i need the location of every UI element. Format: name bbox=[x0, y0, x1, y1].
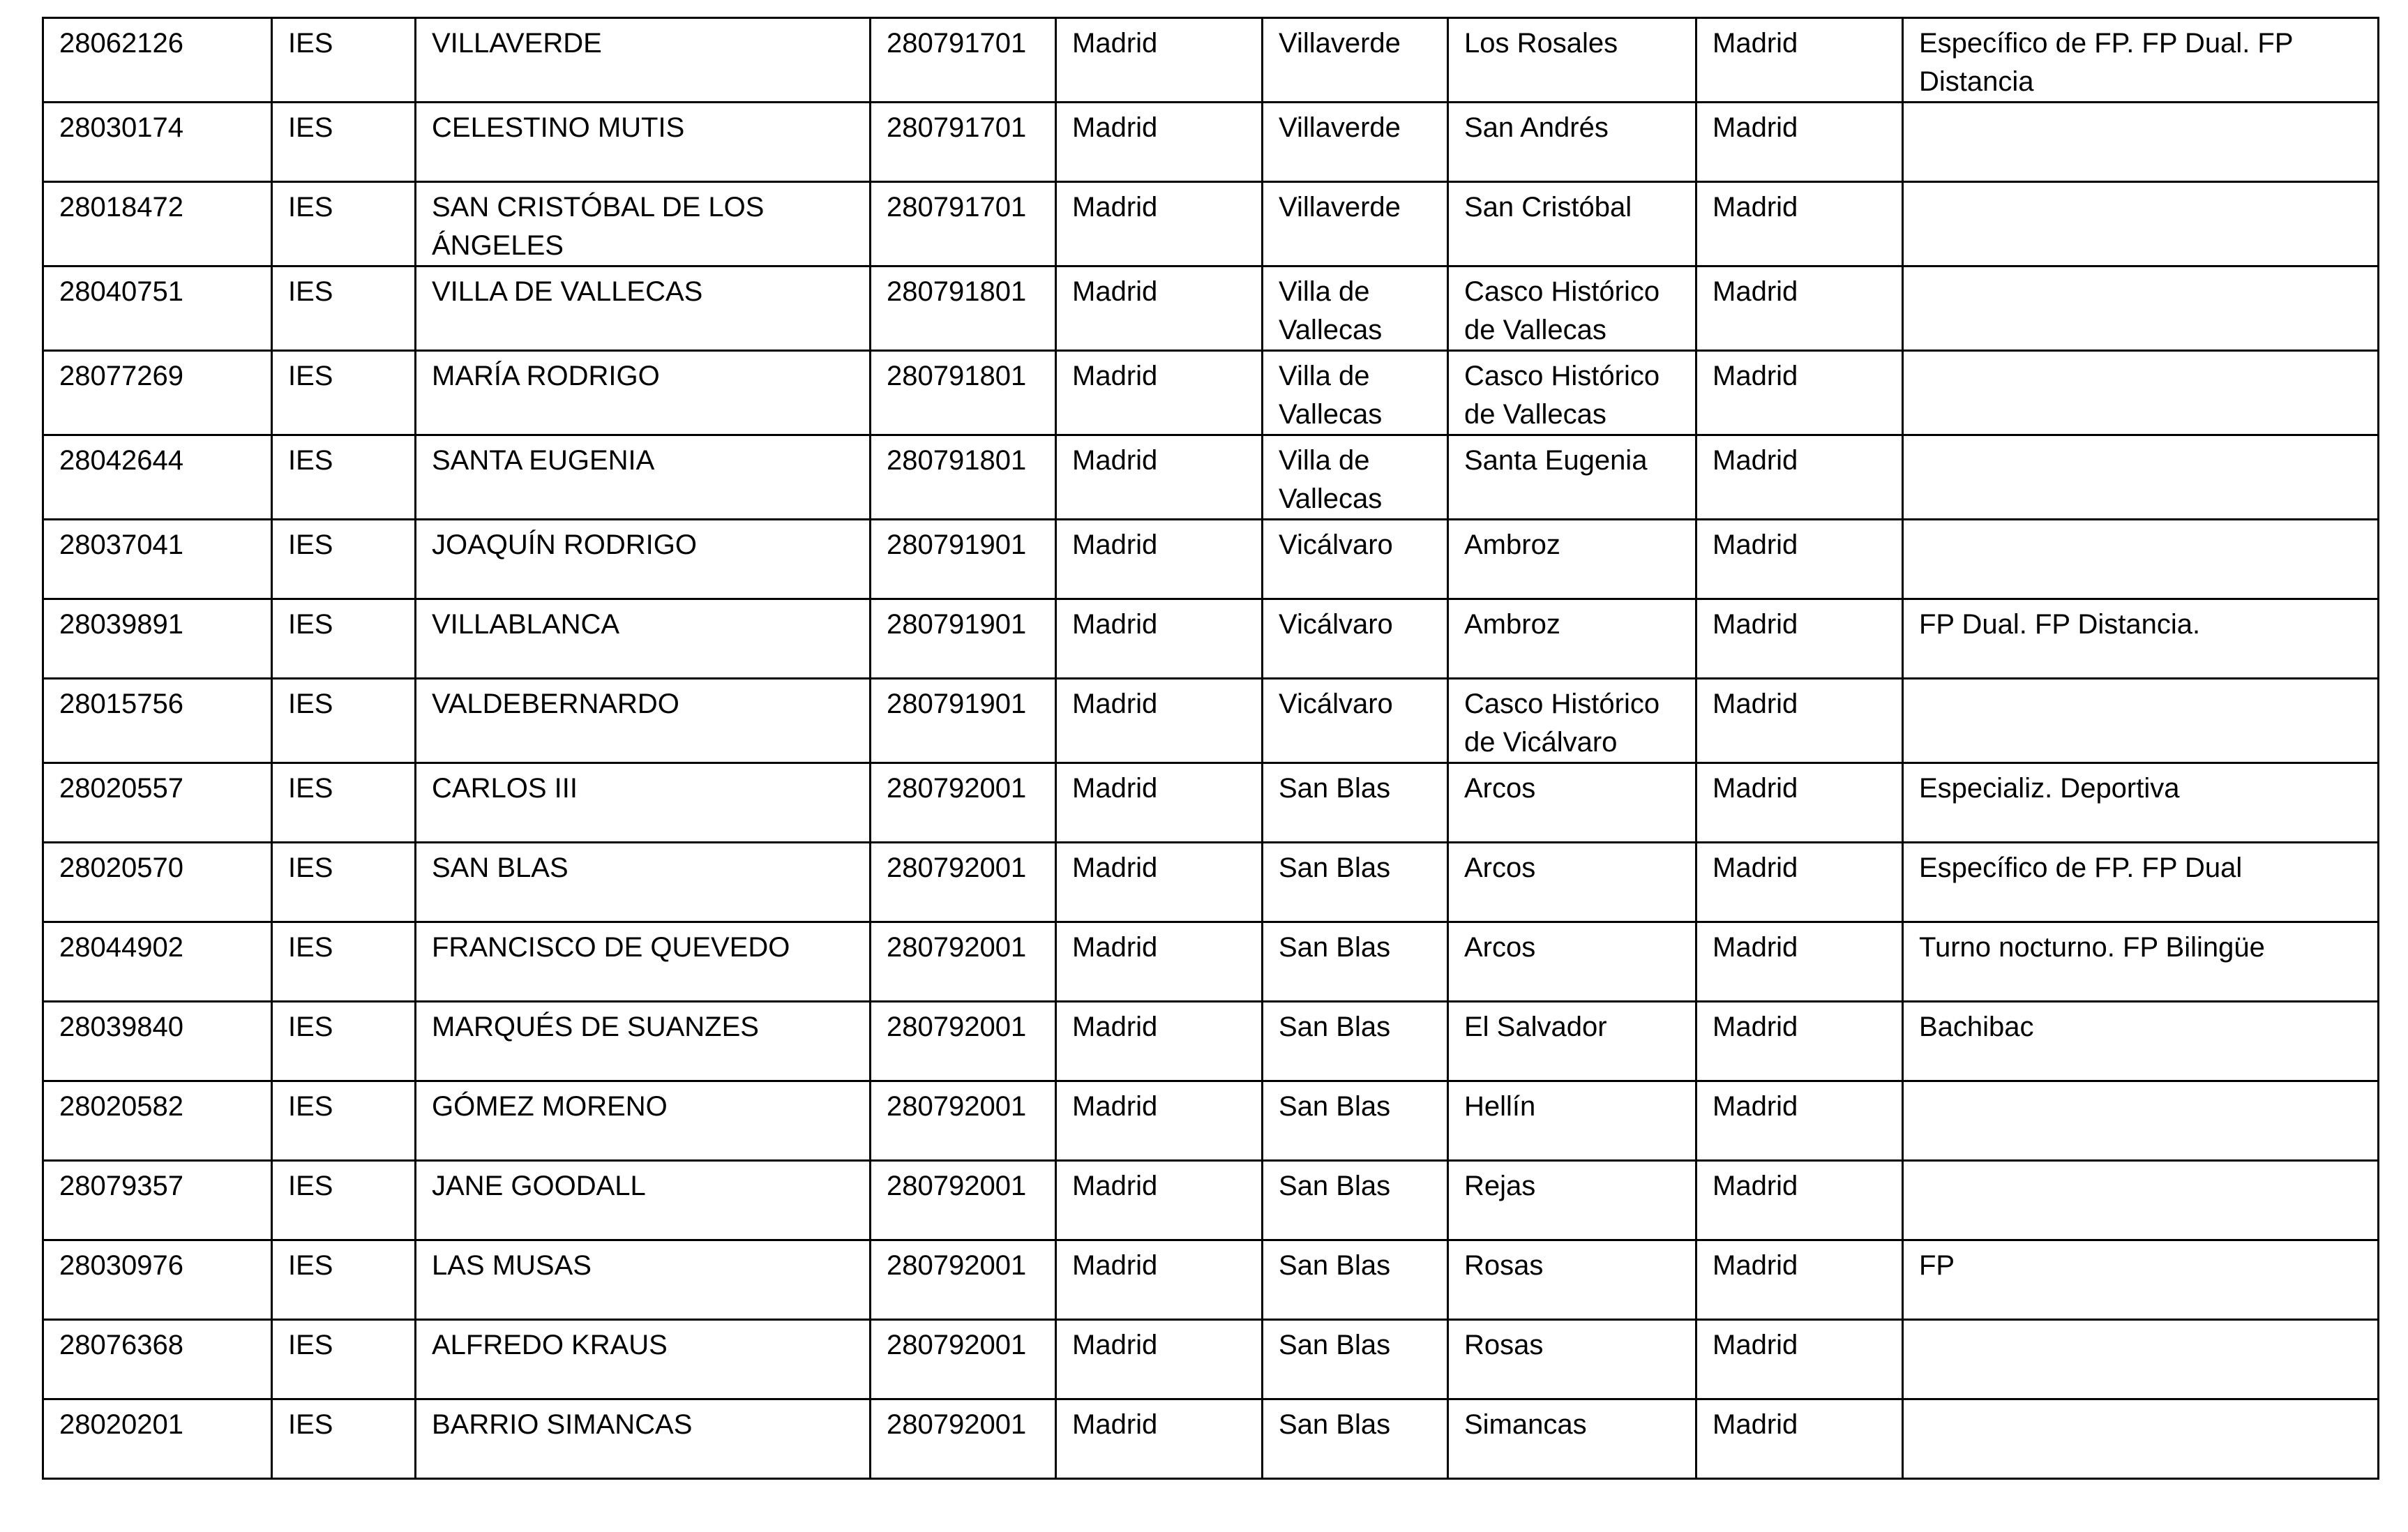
district-cell: Vicálvaro bbox=[1263, 599, 1448, 679]
notes-cell bbox=[1903, 679, 2379, 763]
neighborhood-cell: Casco Histórico de Vallecas bbox=[1448, 351, 1696, 435]
school-name-cell: BARRIO SIMANCAS bbox=[416, 1399, 871, 1479]
city-cell: Madrid bbox=[1696, 520, 1903, 599]
district-cell: San Blas bbox=[1263, 1320, 1448, 1399]
table-row bbox=[43, 1002, 2379, 1081]
table-row bbox=[43, 1399, 2379, 1479]
table-row bbox=[43, 18, 2379, 103]
city-cell: Madrid bbox=[1696, 922, 1903, 1002]
table-row bbox=[43, 1240, 2379, 1320]
city-cell: Madrid bbox=[1696, 266, 1903, 351]
school-name-cell: CARLOS III bbox=[416, 763, 871, 843]
table-row bbox=[43, 266, 2379, 351]
city-cell: Madrid bbox=[1696, 1320, 1903, 1399]
city-cell: Madrid bbox=[1696, 679, 1903, 763]
notes-cell: Específico de FP. FP Dual bbox=[1903, 843, 2379, 922]
notes-cell: Específico de FP. FP Dual. FP Distancia bbox=[1903, 18, 2379, 103]
table-row bbox=[43, 1320, 2379, 1399]
neighborhood-cell: Ambroz bbox=[1448, 599, 1696, 679]
district-code-cell: 280792001 bbox=[871, 1240, 1056, 1320]
district-code-cell: 280791801 bbox=[871, 351, 1056, 435]
school-name-cell: MARQUÉS DE SUANZES bbox=[416, 1002, 871, 1081]
neighborhood-cell: Ambroz bbox=[1448, 520, 1696, 599]
neighborhood-cell: Arcos bbox=[1448, 922, 1696, 1002]
district-code-cell: 280791801 bbox=[871, 435, 1056, 520]
notes-cell bbox=[1903, 1081, 2379, 1161]
table-row bbox=[43, 182, 2379, 266]
district-cell: San Blas bbox=[1263, 1002, 1448, 1081]
municipality-cell: Madrid bbox=[1056, 18, 1263, 103]
municipality-cell: Madrid bbox=[1056, 922, 1263, 1002]
school-name-cell: VILLABLANCA bbox=[416, 599, 871, 679]
schools-table bbox=[42, 17, 2379, 1480]
table-row bbox=[43, 843, 2379, 922]
district-cell: Villa de Vallecas bbox=[1263, 435, 1448, 520]
city-cell: Madrid bbox=[1696, 18, 1903, 103]
table-row bbox=[43, 763, 2379, 843]
school-code-cell: 28018472 bbox=[43, 182, 272, 266]
school-code-cell: 28062126 bbox=[43, 18, 272, 103]
school-name-cell: JANE GOODALL bbox=[416, 1161, 871, 1240]
municipality-cell: Madrid bbox=[1056, 679, 1263, 763]
school-name-cell: MARÍA RODRIGO bbox=[416, 351, 871, 435]
school-name-cell: SANTA EUGENIA bbox=[416, 435, 871, 520]
municipality-cell: Madrid bbox=[1056, 351, 1263, 435]
district-code-cell: 280791901 bbox=[871, 520, 1056, 599]
municipality-cell: Madrid bbox=[1056, 1399, 1263, 1479]
district-code-cell: 280791701 bbox=[871, 103, 1056, 182]
school-code-cell: 28076368 bbox=[43, 1320, 272, 1399]
city-cell: Madrid bbox=[1696, 1240, 1903, 1320]
municipality-cell: Madrid bbox=[1056, 1002, 1263, 1081]
school-type-cell: IES bbox=[272, 435, 416, 520]
school-type-cell: IES bbox=[272, 103, 416, 182]
school-type-cell: IES bbox=[272, 1161, 416, 1240]
neighborhood-cell: Rosas bbox=[1448, 1320, 1696, 1399]
district-code-cell: 280792001 bbox=[871, 922, 1056, 1002]
school-code-cell: 28044902 bbox=[43, 922, 272, 1002]
school-type-cell: IES bbox=[272, 266, 416, 351]
school-name-cell: VILLAVERDE bbox=[416, 18, 871, 103]
school-name-cell: ALFREDO KRAUS bbox=[416, 1320, 871, 1399]
district-cell: San Blas bbox=[1263, 843, 1448, 922]
school-code-cell: 28020570 bbox=[43, 843, 272, 922]
neighborhood-cell: Los Rosales bbox=[1448, 18, 1696, 103]
notes-cell bbox=[1903, 103, 2379, 182]
school-name-cell: FRANCISCO DE QUEVEDO bbox=[416, 922, 871, 1002]
table-row bbox=[43, 1081, 2379, 1161]
neighborhood-cell: San Cristóbal bbox=[1448, 182, 1696, 266]
municipality-cell: Madrid bbox=[1056, 1081, 1263, 1161]
school-name-cell: JOAQUÍN RODRIGO bbox=[416, 520, 871, 599]
municipality-cell: Madrid bbox=[1056, 599, 1263, 679]
school-code-cell: 28020201 bbox=[43, 1399, 272, 1479]
school-code-cell: 28020582 bbox=[43, 1081, 272, 1161]
district-code-cell: 280791701 bbox=[871, 182, 1056, 266]
district-cell: Villaverde bbox=[1263, 18, 1448, 103]
district-code-cell: 280792001 bbox=[871, 1161, 1056, 1240]
table-row bbox=[43, 599, 2379, 679]
school-code-cell: 28039891 bbox=[43, 599, 272, 679]
notes-cell: FP bbox=[1903, 1240, 2379, 1320]
school-type-cell: IES bbox=[272, 763, 416, 843]
neighborhood-cell: Rejas bbox=[1448, 1161, 1696, 1240]
municipality-cell: Madrid bbox=[1056, 103, 1263, 182]
district-code-cell: 280792001 bbox=[871, 843, 1056, 922]
district-cell: San Blas bbox=[1263, 1081, 1448, 1161]
district-cell: San Blas bbox=[1263, 1161, 1448, 1240]
table-row bbox=[43, 351, 2379, 435]
city-cell: Madrid bbox=[1696, 599, 1903, 679]
school-name-cell: LAS MUSAS bbox=[416, 1240, 871, 1320]
neighborhood-cell: San Andrés bbox=[1448, 103, 1696, 182]
district-code-cell: 280791901 bbox=[871, 599, 1056, 679]
school-type-cell: IES bbox=[272, 182, 416, 266]
school-type-cell: IES bbox=[272, 520, 416, 599]
district-cell: Vicálvaro bbox=[1263, 679, 1448, 763]
city-cell: Madrid bbox=[1696, 1161, 1903, 1240]
district-cell: Villaverde bbox=[1263, 182, 1448, 266]
district-code-cell: 280791801 bbox=[871, 266, 1056, 351]
notes-cell bbox=[1903, 1161, 2379, 1240]
school-type-cell: IES bbox=[272, 1399, 416, 1479]
neighborhood-cell: Arcos bbox=[1448, 763, 1696, 843]
table-row bbox=[43, 1161, 2379, 1240]
school-code-cell: 28015756 bbox=[43, 679, 272, 763]
notes-cell bbox=[1903, 182, 2379, 266]
notes-cell bbox=[1903, 1320, 2379, 1399]
neighborhood-cell: Santa Eugenia bbox=[1448, 435, 1696, 520]
notes-cell: FP Dual. FP Distancia. bbox=[1903, 599, 2379, 679]
city-cell: Madrid bbox=[1696, 763, 1903, 843]
district-cell: Villa de Vallecas bbox=[1263, 266, 1448, 351]
notes-cell bbox=[1903, 435, 2379, 520]
municipality-cell: Madrid bbox=[1056, 182, 1263, 266]
table-row bbox=[43, 435, 2379, 520]
notes-cell: Especializ. Deportiva bbox=[1903, 763, 2379, 843]
district-code-cell: 280791901 bbox=[871, 679, 1056, 763]
neighborhood-cell: Simancas bbox=[1448, 1399, 1696, 1479]
district-cell: Villaverde bbox=[1263, 103, 1448, 182]
district-code-cell: 280792001 bbox=[871, 1320, 1056, 1399]
school-code-cell: 28020557 bbox=[43, 763, 272, 843]
school-name-cell: VILLA DE VALLECAS bbox=[416, 266, 871, 351]
district-code-cell: 280792001 bbox=[871, 763, 1056, 843]
district-code-cell: 280792001 bbox=[871, 1081, 1056, 1161]
district-cell: San Blas bbox=[1263, 763, 1448, 843]
municipality-cell: Madrid bbox=[1056, 1320, 1263, 1399]
table-row bbox=[43, 679, 2379, 763]
municipality-cell: Madrid bbox=[1056, 763, 1263, 843]
notes-cell: Bachibac bbox=[1903, 1002, 2379, 1081]
school-type-cell: IES bbox=[272, 1081, 416, 1161]
city-cell: Madrid bbox=[1696, 1002, 1903, 1081]
neighborhood-cell: Casco Histórico de Vicálvaro bbox=[1448, 679, 1696, 763]
school-code-cell: 28030976 bbox=[43, 1240, 272, 1320]
municipality-cell: Madrid bbox=[1056, 266, 1263, 351]
district-code-cell: 280792001 bbox=[871, 1002, 1056, 1081]
school-code-cell: 28040751 bbox=[43, 266, 272, 351]
municipality-cell: Madrid bbox=[1056, 1161, 1263, 1240]
notes-cell bbox=[1903, 351, 2379, 435]
city-cell: Madrid bbox=[1696, 1399, 1903, 1479]
city-cell: Madrid bbox=[1696, 435, 1903, 520]
table-body bbox=[43, 18, 2379, 1479]
school-code-cell: 28042644 bbox=[43, 435, 272, 520]
city-cell: Madrid bbox=[1696, 1081, 1903, 1161]
table-row bbox=[43, 922, 2379, 1002]
school-type-cell: IES bbox=[272, 679, 416, 763]
school-code-cell: 28037041 bbox=[43, 520, 272, 599]
school-type-cell: IES bbox=[272, 599, 416, 679]
notes-cell bbox=[1903, 520, 2379, 599]
district-code-cell: 280792001 bbox=[871, 1399, 1056, 1479]
table-row bbox=[43, 520, 2379, 599]
municipality-cell: Madrid bbox=[1056, 435, 1263, 520]
school-code-cell: 28079357 bbox=[43, 1161, 272, 1240]
school-code-cell: 28030174 bbox=[43, 103, 272, 182]
school-name-cell: GÓMEZ MORENO bbox=[416, 1081, 871, 1161]
neighborhood-cell: Arcos bbox=[1448, 843, 1696, 922]
notes-cell bbox=[1903, 266, 2379, 351]
school-type-cell: IES bbox=[272, 1240, 416, 1320]
district-cell: Vicálvaro bbox=[1263, 520, 1448, 599]
neighborhood-cell: Rosas bbox=[1448, 1240, 1696, 1320]
school-code-cell: 28077269 bbox=[43, 351, 272, 435]
city-cell: Madrid bbox=[1696, 351, 1903, 435]
school-type-cell: IES bbox=[272, 843, 416, 922]
school-type-cell: IES bbox=[272, 18, 416, 103]
city-cell: Madrid bbox=[1696, 843, 1903, 922]
neighborhood-cell: El Salvador bbox=[1448, 1002, 1696, 1081]
district-cell: San Blas bbox=[1263, 1399, 1448, 1479]
notes-cell: Turno nocturno. FP Bilingüe bbox=[1903, 922, 2379, 1002]
district-code-cell: 280791701 bbox=[871, 18, 1056, 103]
district-cell: Villa de Vallecas bbox=[1263, 351, 1448, 435]
school-name-cell: VALDEBERNARDO bbox=[416, 679, 871, 763]
district-cell: San Blas bbox=[1263, 1240, 1448, 1320]
school-name-cell: CELESTINO MUTIS bbox=[416, 103, 871, 182]
table-row bbox=[43, 103, 2379, 182]
municipality-cell: Madrid bbox=[1056, 1240, 1263, 1320]
district-cell: San Blas bbox=[1263, 922, 1448, 1002]
city-cell: Madrid bbox=[1696, 103, 1903, 182]
school-name-cell: SAN BLAS bbox=[416, 843, 871, 922]
school-code-cell: 28039840 bbox=[43, 1002, 272, 1081]
municipality-cell: Madrid bbox=[1056, 843, 1263, 922]
school-type-cell: IES bbox=[272, 351, 416, 435]
school-type-cell: IES bbox=[272, 1320, 416, 1399]
neighborhood-cell: Casco Histórico de Vallecas bbox=[1448, 266, 1696, 351]
notes-cell bbox=[1903, 1399, 2379, 1479]
school-type-cell: IES bbox=[272, 1002, 416, 1081]
municipality-cell: Madrid bbox=[1056, 520, 1263, 599]
city-cell: Madrid bbox=[1696, 182, 1903, 266]
school-type-cell: IES bbox=[272, 922, 416, 1002]
school-name-cell: SAN CRISTÓBAL DE LOS ÁNGELES bbox=[416, 182, 871, 266]
neighborhood-cell: Hellín bbox=[1448, 1081, 1696, 1161]
